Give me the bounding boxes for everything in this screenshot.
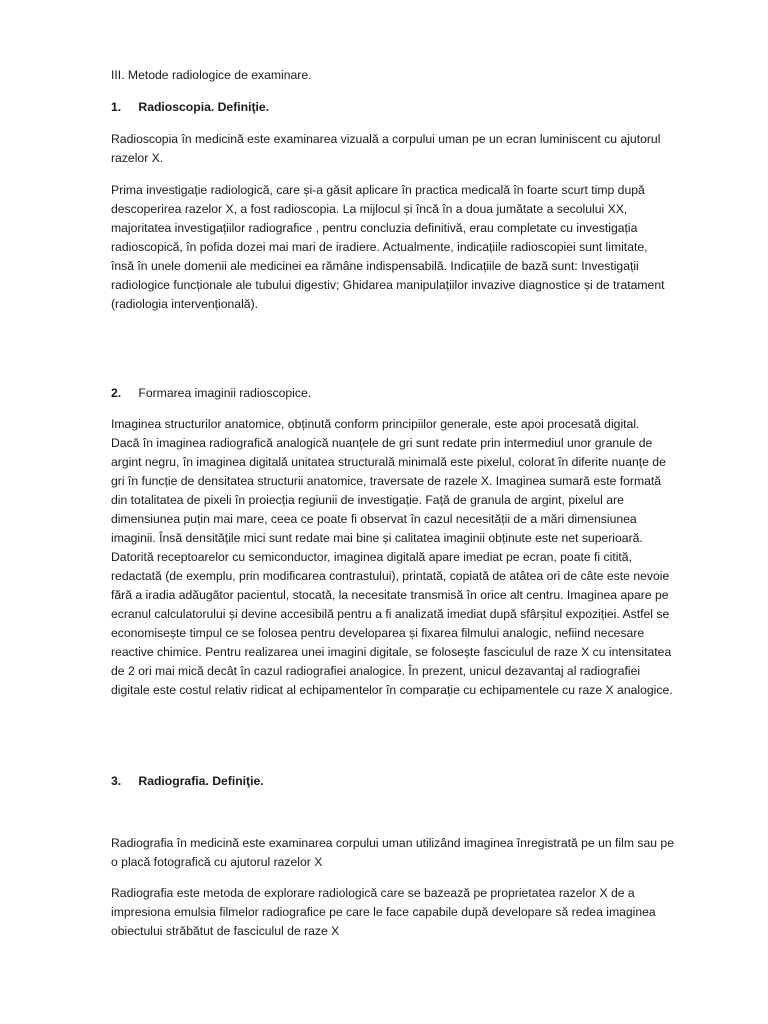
heading-formarea xyxy=(111,384,311,403)
text-line: Imaginea structurilor anatomice, obținută conform principiilor generale, este apoi procesată digital. xyxy=(111,417,640,431)
heading-number: 1. xyxy=(111,100,122,114)
text-line: argint negru, în imaginea digitală unitatea structurală minimală este pixelul, colorat în diferite nuanțe de xyxy=(111,455,666,469)
text-line: gri în funcție de densitatea structurii anatomice, traversate de razele X. Imaginea sumară este formată xyxy=(111,474,662,488)
heading-text: Radioscopia. Definiţie. xyxy=(138,100,270,114)
text-line: însă în unele domenii ale medicinei ea rămâne indispensabilă. Indicațiile de bază sunt: Investigații xyxy=(111,259,639,273)
heading-number: 2. xyxy=(111,386,122,400)
text-line: din totalitatea de pixeli în proiecția regiunii de investigație. Față de granula de argint, pixelul are xyxy=(111,493,624,507)
heading-radioscopia xyxy=(111,98,269,117)
text-line: (radiologia intervențională). xyxy=(111,297,259,311)
text-line: Radiografia este metoda de explorare radiologică care se bazează pe proprietatea razelor X de a xyxy=(111,886,635,900)
text-line: Prima investigație radiologică, care și-a găsit aplicare în practica medicală în foarte scurt timp după xyxy=(111,183,645,197)
text-line: Datorită receptoarelor cu semiconductor, imaginea digitală apare imediat pe ecran, poate fi citită, xyxy=(111,550,632,564)
text-line: radioscopică, în pofida dozei mai mari de iradiere. Actualmente, indicațiile radioscopiei sunt limitate, xyxy=(111,240,648,254)
text-line: Radioscopia în medicină este examinarea vizuală a corpului uman pe un ecran luminiscent cu ajutorul xyxy=(111,132,661,146)
text-line: radiologice funcționale ale tubului digestiv; Ghidarea manipulațiilor invazive diagnostice și de tratament xyxy=(111,278,665,292)
text-line: fără a iradia adăugător pacientul, stocată, la necesitate transmisă în orice alt centru. Imaginea apare pe xyxy=(111,588,669,602)
text-line: imaginii. Însă densitățile mici sunt redate mai bine și calitatea imaginii obținute este net superioară. xyxy=(111,531,643,545)
text-line: ecranul calculatorului și devine accesibilă pentru a fi analizată imediat după sfârșitul expoziției. Astfel se xyxy=(111,607,670,621)
text-line: Dacă în imaginea radiografică analogică nuanțele de gri sunt redate prin intermediul unor granule de xyxy=(111,436,653,450)
heading-text: Formarea imaginii radioscopice. xyxy=(138,386,312,400)
text-line: reactive chimice. Pentru realizarea unei imagini digitale, se folosește fasciculul de raze X cu intensitatea xyxy=(111,645,672,659)
text-line: obiectului străbătut de fasciculul de raze X xyxy=(111,924,340,938)
text-line: impresiona emulsia filmelor radiografice pe care le face capabile după developare să redea imaginea xyxy=(111,905,656,919)
text-line: economisește timpul ce se folosea pentru developarea și fixarea filmului analogic, nefiind necesare xyxy=(111,626,645,640)
heading-number: 3. xyxy=(111,774,122,788)
text-line: majoritatea investigațiilor radiografice , pentru concluzia definitivă, erau completate cu investigația xyxy=(111,221,638,235)
text-line: digitale este costul relativ ridicat al echipamentelor în comparație cu echipamentele cu raze X analogice. xyxy=(111,683,673,697)
heading-radiografia xyxy=(111,772,264,791)
text-line: redactată (de exemplu, prin modificarea contrastului), printată, copiată de atâtea ori de câte este nevoie xyxy=(111,569,670,583)
text-line: o placă fotografică cu ajutorul razelor X xyxy=(111,855,323,869)
text-line: Radiografia în medicină este examinarea corpului uman utilizând imaginea înregistrată pe un film sau pe xyxy=(111,836,674,850)
heading-text: Radiografia. Definiţie. xyxy=(138,774,264,788)
text-line: de 2 ori mai mică decât în cazul radiografiei analogice. În prezent, unicul dezavantaj al radiografiei xyxy=(111,664,641,678)
text-line: descoperirea razelor X, a fost radioscopia. La mijlocul și încă în a doua jumătate a secolului XX, xyxy=(111,202,628,216)
text-line: dimensiunea puțin mai mare, ceea ce poate fi observat în cazul necesității de a mări dimensiunea xyxy=(111,512,637,526)
text-line: razelor X. xyxy=(111,151,164,165)
section-title: III. Metode radiologice de examinare. xyxy=(111,68,312,82)
